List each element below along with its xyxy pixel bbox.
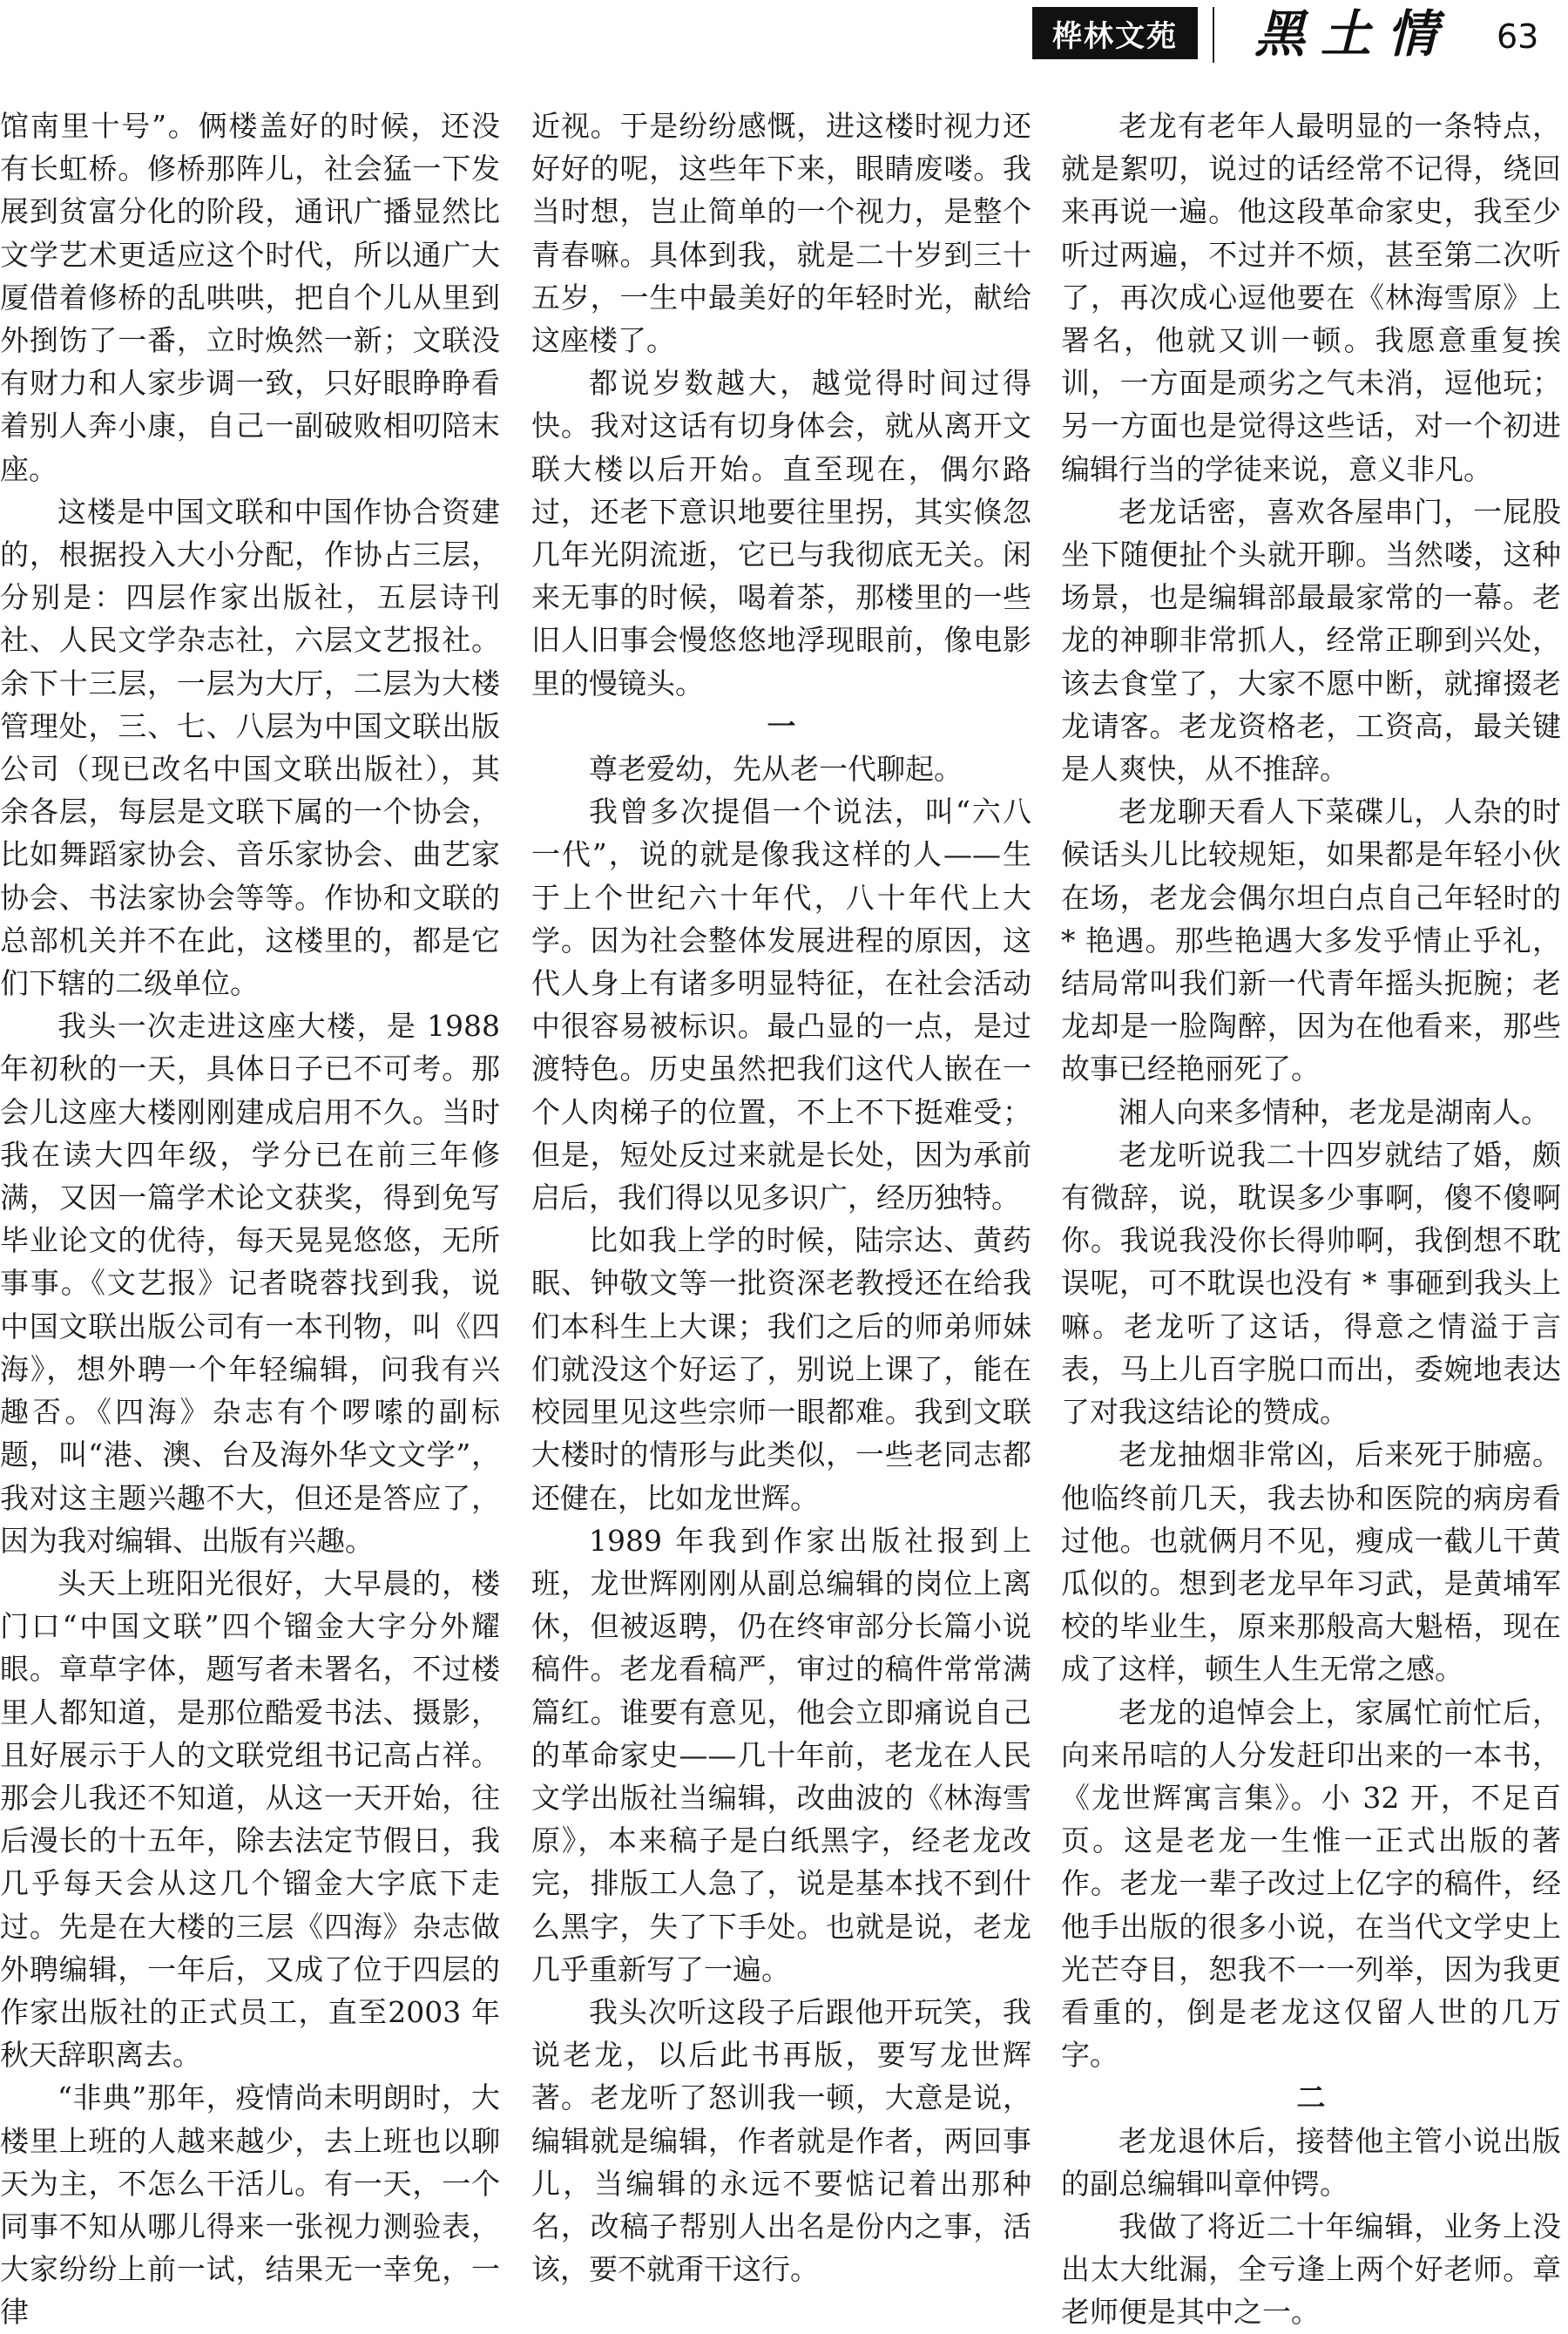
- paragraph: 近视。于是纷纷感慨，进这楼时视力还好好的呢，这些年下来，眼睛废喽。我当时想，岂止简单的一个视力，是整个青春嘛。具体到我，就是二十岁到三十五岁，一生中最美好的年轻时光，献给这座楼了。: [531, 109, 1031, 358]
- paragraph: 1989 年我到作家出版社报到上班，龙世辉刚刚从副总编辑的岗位上离休，但被返聘，仍在终审部分长篇小说稿件。老龙看稿严，审过的稿件常常满篇红。谁要有意见，他会立即痛说自己的革命家史——几十年前，老龙在人民文学出版社当编辑，改曲波的《林海雪原》，本来稿子是白纸黑字，经老龙改完，排版工人急了，说是基本找不到什么黑字，失了下手处。也就是说，老龙几乎重新写了一遍。: [531, 1523, 1031, 1986]
- paragraph: 老龙话密，喜欢各屋串门，一屁股坐下随便扯个头就开聊。当然喽，这种场景，也是编辑部最最家常的一幕。老龙的神聊非常抓人，经常正聊到兴处，该去食堂了，大家不愿中断，就撺掇老龙请客。老龙资格老，工资高，最关键是人爽快，从不推辞。: [1061, 494, 1561, 787]
- paragraph: 湘人向来多情种，老龙是湖南人。: [1119, 1094, 1550, 1129]
- section-badge: 桦林文苑: [1032, 7, 1198, 59]
- paragraph: 这楼是中国文联和中国作协合资建的，根据投入大小分配，作协占三层，分别是：四层作家出版社，五层诗刊社、人民文学杂志社，六层文艺报社。余下十三层，一层为大厅，二层为大楼管理处，三、七、八层为中国文联出版公司（现已改名中国文联出版社），其余各层，每层是文联下属的一个协会，比如舞蹈家协会、音乐家协会、曲艺家协会、书法家协会等等。作协和文联的总部机关并不在此，这楼里的，都是它们下辖的二级单位。: [0, 494, 500, 1001]
- paragraph: 老龙听说我二十四岁就结了婚，颇有微辞，说，耽误多少事啊，傻不傻啊你。我说我没你长得帅啊，我倒想不耽误呢，可不耽误也没有 * 事砸到我头上嘛。老龙听了这话，得意之情溢于言表，马上儿百字脱口而出，委婉地表达了对我这结论的赞成。: [1061, 1137, 1561, 1430]
- paragraph: 馆南里十号”。俩楼盖好的时候，还没有长虹桥。修桥那阵儿，社会猛一下发展到贫富分化的阶段，通讯广播显然比文学艺术更适应这个时代，所以通广大厦借着修桥的乱哄哄，把自个儿从里到外捯饬了一番，立时焕然一新；文联没有财力和人家步调一致，只好眼睁睁看着别人奔小康，自己一副破败相叨陪末座。: [0, 109, 500, 486]
- magazine-logo: 黑土情: [1254, 4, 1454, 64]
- paragraph: 都说岁数越大，越觉得时间过得快。我对这话有切身体会，就从离开文联大楼以后开始。直至现在，偶尔路过，还老下意识地要往里拐，其实倏忽几年光阴流逝，它已与我彻底无关。闲来无事的时候，喝着茶，那楼里的一些旧人旧事会慢悠悠地浮现眼前，像电影里的慢镜头。: [531, 366, 1031, 700]
- text-column-2: [531, 105, 1031, 2287]
- paragraph: 头天上班阳光很好，大早晨的，楼门口“中国文联”四个镏金大字分外耀眼。章草字体，题写者未署名，不过楼里人都知道，是那位酷爱书法、摄影，且好展示于人的文联党组书记高占祥。那会儿我还不知道，从这一天开始，往后漫长的十五年，除去法定节假日，我几乎每天会从这几个镏金大字底下走过。先是在大楼的三层《四海》杂志做外聘编辑，一年后，又成了位于四层的作家出版社的正式员工，直至2003 年秋天辞职离去。: [0, 1566, 500, 2073]
- paragraph: 我曾多次提倡一个说法，叫“六八一代”，说的就是像我这样的人——生于上个世纪六十年代，八十年代上大学。因为社会整体发展进程的原因，这代人身上有诸多明显特征，在社会活动中很容易被标识。最凸显的一点，是过渡特色。历史虽然把我们这代人嵌在一个人肉梯子的位置，不上不下挺难受；但是，短处反过来就是长处，因为承前启后，我们得以见多识广，经历独特。: [531, 795, 1031, 1215]
- paragraph: “非典”那年，疫情尚未明朗时，大楼里上班的人越来越少，去上班也以聊天为主，不怎么干活儿。有一天，一个同事不知从哪儿得来一张视力测验表，大家纷纷上前一试，结果无一幸免，一律: [0, 2080, 500, 2330]
- paragraph: 比如我上学的时候，陆宗达、黄药眠、钟敬文等一批资深老教授还在给我们本科生上大课；我们之后的师弟师妹们就没这个好运了，别说上课了，能在校园里见这些宗师一眼都难。我到文联大楼时的情形与此类似，一些老同志都还健在，比如龙世辉。: [531, 1223, 1031, 1515]
- paragraph: 老龙的追悼会上，家属忙前忙后，向来吊唁的人分发赶印出来的一本书，《龙世辉寓言集》。小 32 开，不足百页。这是老龙一生惟一正式出版的著作。老龙一辈子改过上亿字的稿件，经他手出版的很多小说，在当代文学史上光芒夺目，恕我不一一列举，因为我更看重的，倒是老龙这仅留人世的几万字。: [1061, 1695, 1561, 2073]
- page-header: [0, 0, 1568, 75]
- paragraph: 老龙抽烟非常凶，后来死于肺癌。他临终前几天，我去协和医院的病房看过他。也就俩月不见，瘦成一截儿干黄瓜似的。想到老龙早年习武，是黄埔军校的毕业生，原来那般高大魁梧，现在成了这样，顿生人生无常之感。: [1061, 1438, 1561, 1687]
- section-heading: 二: [1296, 2080, 1326, 2115]
- paragraph: 我头次听这段子后跟他开玩笑，我说老龙，以后此书再版，要写龙世辉著。老龙听了怒训我一顿，大意是说，编辑就是编辑，作者就是作者，两回事儿，当编辑的永远不要惦记着出那种名，改稿子帮别人出名是份内之事，活该，要不就甭干这行。: [531, 1994, 1031, 2287]
- paragraph: 尊老爱幼，先从老一代聊起。: [589, 752, 963, 787]
- paragraph: 老龙有老年人最明显的一条特点，就是絮叨，说过的话经常不记得，绕回来再说一遍。他这段革命家史，我至少听过两遍，不过并不烦，甚至第二次听了，再次成心逗他要在《林海雪原》上署名，他就又训一顿。我愿意重复挨训，一方面是顽劣之气未消，逗他玩；另一方面也是觉得这些话，对一个初进编辑行当的学徒来说，意义非凡。: [1061, 109, 1561, 486]
- paragraph: 老龙退休后，接替他主管小说出版的副总编辑叫章仲锷。: [1061, 2123, 1561, 2201]
- paragraph: 我做了将近二十年编辑，业务上没出太大纰漏，全亏逢上两个好老师。章老师便是其中之一。: [1061, 2209, 1561, 2330]
- paragraph: 老龙聊天看人下菜碟儿，人杂的时候话头儿比较规矩，如果都是年轻小伙在场，老龙会偶尔坦白点自己年轻时的 * 艳遇。那些艳遇大多发乎情止乎礼，结局常叫我们新一代青年摇头扼腕；老龙却是一脸陶醉，因为在他看来，那些故事已经艳丽死了。: [1061, 795, 1561, 1086]
- text-column-1: [0, 105, 500, 2330]
- section-heading: 一: [767, 708, 796, 743]
- page-number: 63: [1497, 17, 1539, 56]
- text-column-3: [1061, 105, 1561, 2330]
- header-divider: [1213, 7, 1214, 63]
- paragraph: 我头一次走进这座大楼，是 1988 年初秋的一天，具体日子已不可考。那会儿这座大楼刚刚建成启用不久。当时我在读大四年级，学分已在前三年修满，又因一篇学术论文获奖，得到免写毕业论文的优待，每天晃晃悠悠，无所事事。《文艺报》记者晓蓉找到我，说中国文联出版公司有一本刊物，叫《四海》，想外聘一个年轻编辑，问我有兴趣否。《四海》杂志有个啰嗦的副标题，叫“港、澳、台及海外华文文学”，我对这主题兴趣不大，但还是答应了，因为我对编辑、出版有兴趣。: [0, 1009, 500, 1558]
